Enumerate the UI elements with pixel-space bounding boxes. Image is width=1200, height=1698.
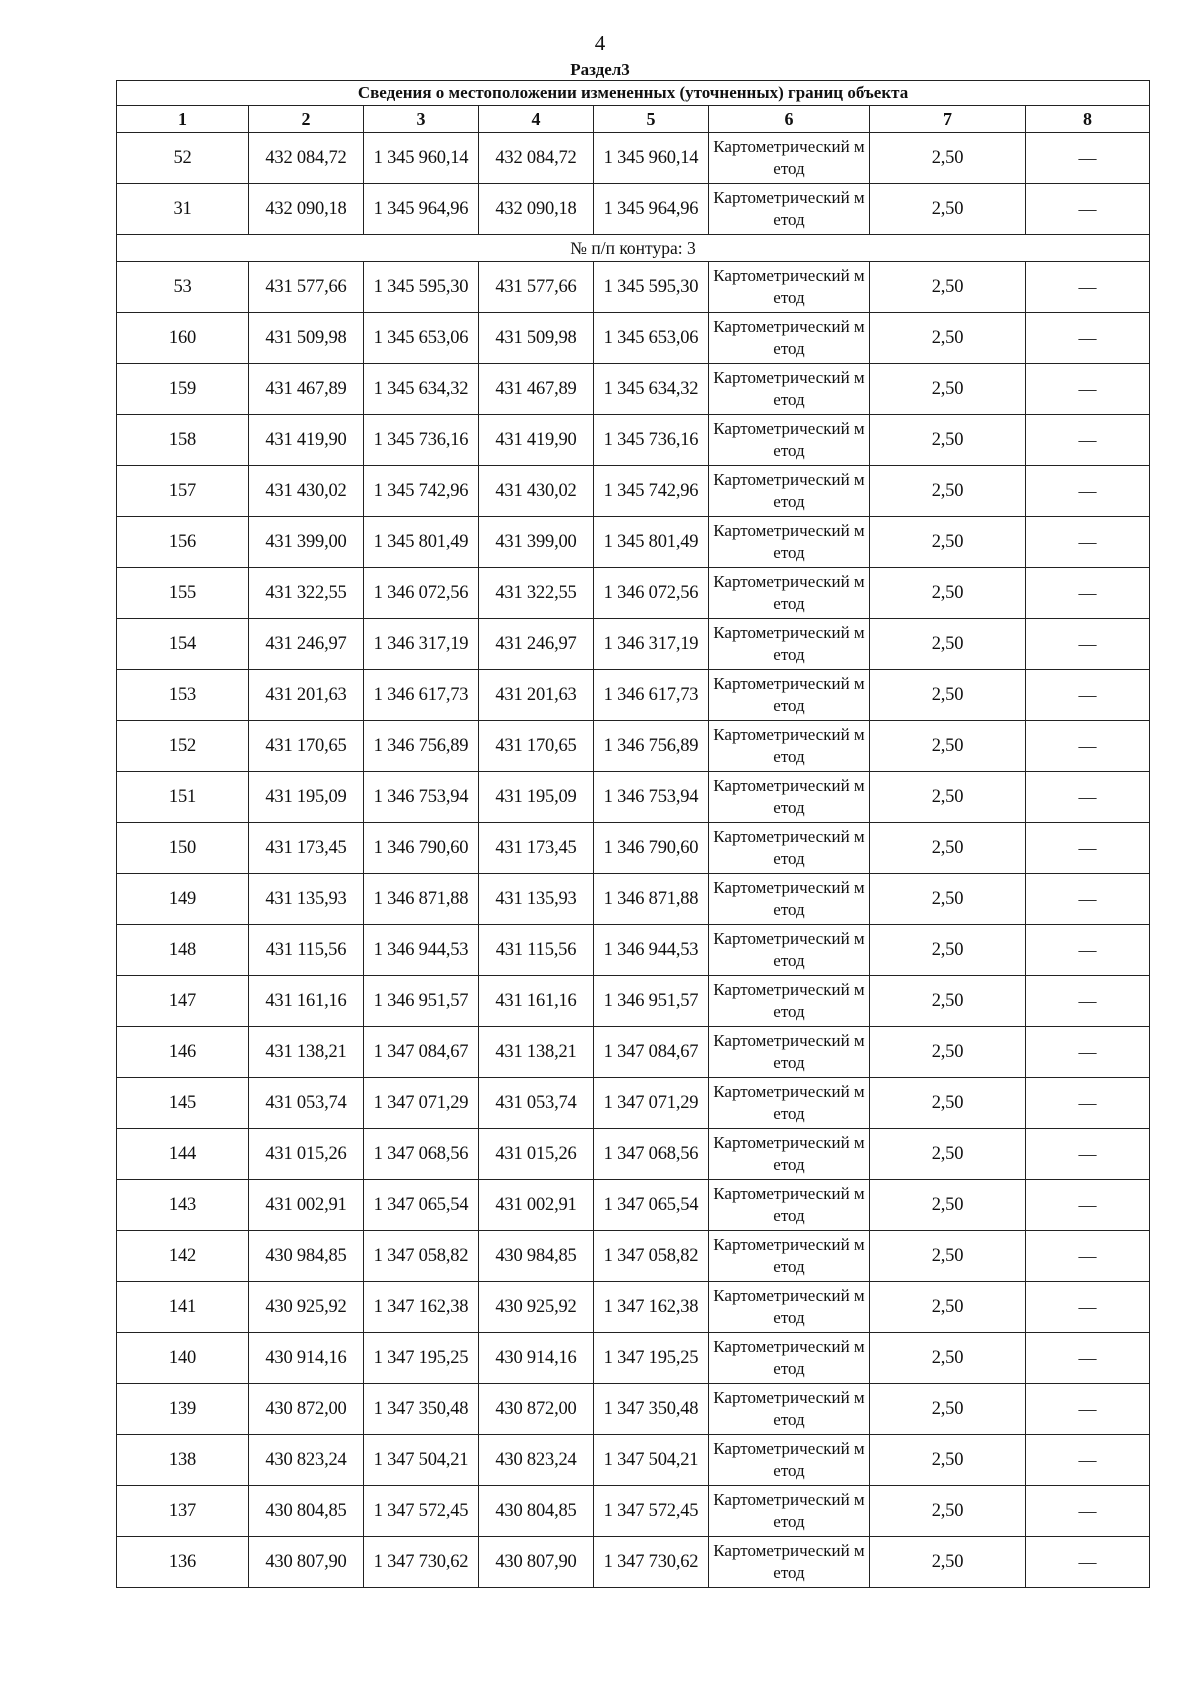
y-old-cell: 1 347 504,21: [364, 1435, 479, 1486]
accuracy-cell: 2,50: [870, 262, 1026, 313]
method-cell: Картометрический метод: [709, 466, 870, 517]
x-new-cell: 430 823,24: [479, 1435, 594, 1486]
point-number-cell: 31: [117, 184, 249, 235]
point-number-cell: 139: [117, 1384, 249, 1435]
x-old-cell: 431 115,56: [249, 925, 364, 976]
method-cell: Картометрический метод: [709, 619, 870, 670]
x-new-cell: 431 577,66: [479, 262, 594, 313]
x-old-cell: 432 090,18: [249, 184, 364, 235]
table-row: [117, 313, 1150, 364]
x-new-cell: 431 135,93: [479, 874, 594, 925]
accuracy-cell: 2,50: [870, 568, 1026, 619]
y-new-cell: 1 345 742,96: [594, 466, 709, 517]
method-cell: Картометрический метод: [709, 1282, 870, 1333]
y-new-cell: 1 347 065,54: [594, 1180, 709, 1231]
x-old-cell: 431 322,55: [249, 568, 364, 619]
method-cell: Картометрический метод: [709, 1078, 870, 1129]
point-number-cell: 153: [117, 670, 249, 721]
column-header-row: [117, 106, 1150, 133]
table-row: [117, 1282, 1150, 1333]
table-row: [117, 925, 1150, 976]
table-row: [117, 1129, 1150, 1180]
contour-row: [117, 235, 1150, 262]
method-cell: Картометрический метод: [709, 1231, 870, 1282]
method-cell: Картометрический метод: [709, 364, 870, 415]
y-old-cell: 1 346 871,88: [364, 874, 479, 925]
point-number-cell: 143: [117, 1180, 249, 1231]
x-new-cell: 431 509,98: [479, 313, 594, 364]
x-old-cell: 431 246,97: [249, 619, 364, 670]
table-row: [117, 466, 1150, 517]
column-header: 7: [870, 106, 1026, 133]
y-old-cell: 1 345 653,06: [364, 313, 479, 364]
x-new-cell: 431 115,56: [479, 925, 594, 976]
y-new-cell: 1 346 617,73: [594, 670, 709, 721]
table-row: [117, 1180, 1150, 1231]
point-number-cell: 145: [117, 1078, 249, 1129]
point-number-cell: 149: [117, 874, 249, 925]
description-cell: —: [1026, 1537, 1150, 1588]
x-old-cell: 431 002,91: [249, 1180, 364, 1231]
table-row: [117, 619, 1150, 670]
description-cell: —: [1026, 1078, 1150, 1129]
y-new-cell: 1 346 072,56: [594, 568, 709, 619]
description-cell: —: [1026, 364, 1150, 415]
method-cell: Картометрический метод: [709, 1537, 870, 1588]
description-cell: —: [1026, 1027, 1150, 1078]
point-number-cell: 157: [117, 466, 249, 517]
y-new-cell: 1 347 730,62: [594, 1537, 709, 1588]
method-cell: Картометрический метод: [709, 415, 870, 466]
y-new-cell: 1 345 964,96: [594, 184, 709, 235]
x-new-cell: 431 170,65: [479, 721, 594, 772]
x-new-cell: 431 161,16: [479, 976, 594, 1027]
x-old-cell: 431 161,16: [249, 976, 364, 1027]
method-cell: Картометрический метод: [709, 1486, 870, 1537]
y-old-cell: 1 347 350,48: [364, 1384, 479, 1435]
method-cell: Картометрический метод: [709, 262, 870, 313]
description-cell: —: [1026, 874, 1150, 925]
y-new-cell: 1 345 736,16: [594, 415, 709, 466]
point-number-cell: 136: [117, 1537, 249, 1588]
point-number-cell: 52: [117, 133, 249, 184]
column-header: 8: [1026, 106, 1150, 133]
accuracy-cell: 2,50: [870, 1435, 1026, 1486]
accuracy-cell: 2,50: [870, 721, 1026, 772]
x-old-cell: 432 084,72: [249, 133, 364, 184]
accuracy-cell: 2,50: [870, 1231, 1026, 1282]
y-new-cell: 1 346 756,89: [594, 721, 709, 772]
y-old-cell: 1 347 058,82: [364, 1231, 479, 1282]
x-old-cell: 430 925,92: [249, 1282, 364, 1333]
x-old-cell: 431 138,21: [249, 1027, 364, 1078]
y-old-cell: 1 346 317,19: [364, 619, 479, 670]
point-number-cell: 53: [117, 262, 249, 313]
y-new-cell: 1 347 068,56: [594, 1129, 709, 1180]
accuracy-cell: 2,50: [870, 313, 1026, 364]
y-old-cell: 1 345 964,96: [364, 184, 479, 235]
x-old-cell: 430 872,00: [249, 1384, 364, 1435]
method-cell: Картометрический метод: [709, 517, 870, 568]
x-old-cell: 430 914,16: [249, 1333, 364, 1384]
table-row: [117, 1486, 1150, 1537]
accuracy-cell: 2,50: [870, 1384, 1026, 1435]
column-header: 6: [709, 106, 870, 133]
y-new-cell: 1 347 572,45: [594, 1486, 709, 1537]
y-old-cell: 1 345 634,32: [364, 364, 479, 415]
point-number-cell: 156: [117, 517, 249, 568]
accuracy-cell: 2,50: [870, 1129, 1026, 1180]
y-new-cell: 1 347 350,48: [594, 1384, 709, 1435]
point-number-cell: 152: [117, 721, 249, 772]
point-number-cell: 159: [117, 364, 249, 415]
method-cell: Картометрический метод: [709, 823, 870, 874]
point-number-cell: 147: [117, 976, 249, 1027]
x-old-cell: 431 195,09: [249, 772, 364, 823]
description-cell: —: [1026, 184, 1150, 235]
accuracy-cell: 2,50: [870, 1027, 1026, 1078]
y-new-cell: 1 346 317,19: [594, 619, 709, 670]
table-row: [117, 1333, 1150, 1384]
x-old-cell: 431 170,65: [249, 721, 364, 772]
y-old-cell: 1 345 801,49: [364, 517, 479, 568]
method-cell: Картометрический метод: [709, 721, 870, 772]
x-new-cell: 431 419,90: [479, 415, 594, 466]
y-old-cell: 1 345 960,14: [364, 133, 479, 184]
coordinates-table: [116, 80, 1150, 1588]
accuracy-cell: 2,50: [870, 364, 1026, 415]
description-cell: —: [1026, 619, 1150, 670]
description-cell: —: [1026, 1231, 1150, 1282]
y-old-cell: 1 347 068,56: [364, 1129, 479, 1180]
accuracy-cell: 2,50: [870, 1078, 1026, 1129]
x-new-cell: 431 138,21: [479, 1027, 594, 1078]
y-new-cell: 1 347 071,29: [594, 1078, 709, 1129]
description-cell: —: [1026, 262, 1150, 313]
accuracy-cell: 2,50: [870, 823, 1026, 874]
description-cell: —: [1026, 133, 1150, 184]
x-old-cell: 431 015,26: [249, 1129, 364, 1180]
x-new-cell: 430 984,85: [479, 1231, 594, 1282]
x-old-cell: 430 807,90: [249, 1537, 364, 1588]
y-old-cell: 1 345 595,30: [364, 262, 479, 313]
y-new-cell: 1 346 944,53: [594, 925, 709, 976]
point-number-cell: 140: [117, 1333, 249, 1384]
description-cell: —: [1026, 925, 1150, 976]
y-old-cell: 1 346 951,57: [364, 976, 479, 1027]
table-caption: Сведения о местоположении измененных (уточненных) границ объекта: [117, 81, 1150, 106]
description-cell: —: [1026, 1486, 1150, 1537]
y-new-cell: 1 345 801,49: [594, 517, 709, 568]
method-cell: Картометрический метод: [709, 670, 870, 721]
x-new-cell: 430 925,92: [479, 1282, 594, 1333]
point-number-cell: 146: [117, 1027, 249, 1078]
x-new-cell: 430 807,90: [479, 1537, 594, 1588]
y-new-cell: 1 345 653,06: [594, 313, 709, 364]
table-row: [117, 721, 1150, 772]
description-cell: —: [1026, 772, 1150, 823]
accuracy-cell: 2,50: [870, 1333, 1026, 1384]
method-cell: Картометрический метод: [709, 184, 870, 235]
contour-label: № п/п контура: 3: [117, 235, 1150, 262]
table-row: [117, 670, 1150, 721]
y-old-cell: 1 346 617,73: [364, 670, 479, 721]
y-old-cell: 1 346 944,53: [364, 925, 479, 976]
point-number-cell: 142: [117, 1231, 249, 1282]
point-number-cell: 155: [117, 568, 249, 619]
description-cell: —: [1026, 313, 1150, 364]
method-cell: Картометрический метод: [709, 1333, 870, 1384]
y-new-cell: 1 347 084,67: [594, 1027, 709, 1078]
y-new-cell: 1 347 162,38: [594, 1282, 709, 1333]
description-cell: —: [1026, 670, 1150, 721]
description-cell: —: [1026, 1435, 1150, 1486]
x-old-cell: 431 399,00: [249, 517, 364, 568]
method-cell: Картометрический метод: [709, 1384, 870, 1435]
table-row: [117, 1537, 1150, 1588]
x-new-cell: 431 195,09: [479, 772, 594, 823]
point-number-cell: 148: [117, 925, 249, 976]
description-cell: —: [1026, 976, 1150, 1027]
accuracy-cell: 2,50: [870, 517, 1026, 568]
method-cell: Картометрический метод: [709, 313, 870, 364]
accuracy-cell: 2,50: [870, 925, 1026, 976]
x-new-cell: 430 804,85: [479, 1486, 594, 1537]
method-cell: Картометрический метод: [709, 1129, 870, 1180]
x-old-cell: 431 419,90: [249, 415, 364, 466]
description-cell: —: [1026, 1129, 1150, 1180]
x-new-cell: 431 430,02: [479, 466, 594, 517]
x-old-cell: 431 201,63: [249, 670, 364, 721]
x-old-cell: 431 577,66: [249, 262, 364, 313]
table-row: [117, 1078, 1150, 1129]
y-old-cell: 1 347 195,25: [364, 1333, 479, 1384]
table-row: [117, 976, 1150, 1027]
x-old-cell: 430 984,85: [249, 1231, 364, 1282]
method-cell: Картометрический метод: [709, 772, 870, 823]
y-old-cell: 1 347 572,45: [364, 1486, 479, 1537]
x-new-cell: 431 399,00: [479, 517, 594, 568]
table-row: [117, 1384, 1150, 1435]
accuracy-cell: 2,50: [870, 1282, 1026, 1333]
point-number-cell: 150: [117, 823, 249, 874]
accuracy-cell: 2,50: [870, 1486, 1026, 1537]
description-cell: —: [1026, 1180, 1150, 1231]
accuracy-cell: 2,50: [870, 772, 1026, 823]
accuracy-cell: 2,50: [870, 415, 1026, 466]
x-new-cell: 431 173,45: [479, 823, 594, 874]
y-new-cell: 1 345 595,30: [594, 262, 709, 313]
method-cell: Картометрический метод: [709, 925, 870, 976]
y-old-cell: 1 347 162,38: [364, 1282, 479, 1333]
y-old-cell: 1 346 790,60: [364, 823, 479, 874]
y-new-cell: 1 345 960,14: [594, 133, 709, 184]
accuracy-cell: 2,50: [870, 466, 1026, 517]
accuracy-cell: 2,50: [870, 184, 1026, 235]
y-old-cell: 1 346 756,89: [364, 721, 479, 772]
table-row: [117, 517, 1150, 568]
section-title: Раздел3: [570, 60, 630, 79]
x-old-cell: 431 467,89: [249, 364, 364, 415]
x-old-cell: 431 135,93: [249, 874, 364, 925]
table-row: [117, 568, 1150, 619]
x-old-cell: 430 804,85: [249, 1486, 364, 1537]
table-row: [117, 823, 1150, 874]
x-new-cell: 431 246,97: [479, 619, 594, 670]
y-old-cell: 1 345 742,96: [364, 466, 479, 517]
table-row: [117, 133, 1150, 184]
accuracy-cell: 2,50: [870, 670, 1026, 721]
x-new-cell: 431 015,26: [479, 1129, 594, 1180]
x-old-cell: 431 430,02: [249, 466, 364, 517]
description-cell: —: [1026, 517, 1150, 568]
y-new-cell: 1 345 634,32: [594, 364, 709, 415]
x-old-cell: 431 053,74: [249, 1078, 364, 1129]
x-new-cell: 431 002,91: [479, 1180, 594, 1231]
column-header: 5: [594, 106, 709, 133]
x-old-cell: 431 509,98: [249, 313, 364, 364]
y-old-cell: 1 345 736,16: [364, 415, 479, 466]
point-number-cell: 138: [117, 1435, 249, 1486]
table-row: [117, 1435, 1150, 1486]
table-row: [117, 874, 1150, 925]
accuracy-cell: 2,50: [870, 874, 1026, 925]
point-number-cell: 158: [117, 415, 249, 466]
description-cell: —: [1026, 1384, 1150, 1435]
y-new-cell: 1 346 790,60: [594, 823, 709, 874]
accuracy-cell: 2,50: [870, 133, 1026, 184]
y-old-cell: 1 346 753,94: [364, 772, 479, 823]
y-new-cell: 1 346 753,94: [594, 772, 709, 823]
x-new-cell: 432 090,18: [479, 184, 594, 235]
method-cell: Картометрический метод: [709, 976, 870, 1027]
y-old-cell: 1 347 071,29: [364, 1078, 479, 1129]
table-caption-row: [117, 81, 1150, 106]
y-old-cell: 1 347 084,67: [364, 1027, 479, 1078]
method-cell: Картометрический метод: [709, 1180, 870, 1231]
method-cell: Картометрический метод: [709, 1027, 870, 1078]
accuracy-cell: 2,50: [870, 1180, 1026, 1231]
accuracy-cell: 2,50: [870, 976, 1026, 1027]
point-number-cell: 154: [117, 619, 249, 670]
description-cell: —: [1026, 823, 1150, 874]
description-cell: —: [1026, 1333, 1150, 1384]
y-new-cell: 1 347 504,21: [594, 1435, 709, 1486]
point-number-cell: 137: [117, 1486, 249, 1537]
table-row: [117, 262, 1150, 313]
y-old-cell: 1 346 072,56: [364, 568, 479, 619]
table-row: [117, 1027, 1150, 1078]
column-header: 4: [479, 106, 594, 133]
table-body: [117, 133, 1150, 1588]
description-cell: —: [1026, 721, 1150, 772]
y-new-cell: 1 347 058,82: [594, 1231, 709, 1282]
method-cell: Картометрический метод: [709, 133, 870, 184]
y-old-cell: 1 347 730,62: [364, 1537, 479, 1588]
x-new-cell: 430 914,16: [479, 1333, 594, 1384]
point-number-cell: 141: [117, 1282, 249, 1333]
description-cell: —: [1026, 466, 1150, 517]
page-number: 4: [594, 31, 606, 55]
y-old-cell: 1 347 065,54: [364, 1180, 479, 1231]
column-header: 1: [117, 106, 249, 133]
x-new-cell: 431 201,63: [479, 670, 594, 721]
x-new-cell: 432 084,72: [479, 133, 594, 184]
table-row: [117, 364, 1150, 415]
column-header: 2: [249, 106, 364, 133]
table-row: [117, 184, 1150, 235]
table-row: [117, 1231, 1150, 1282]
point-number-cell: 160: [117, 313, 249, 364]
point-number-cell: 144: [117, 1129, 249, 1180]
x-new-cell: 431 467,89: [479, 364, 594, 415]
accuracy-cell: 2,50: [870, 1537, 1026, 1588]
column-header: 3: [364, 106, 479, 133]
x-new-cell: 430 872,00: [479, 1384, 594, 1435]
accuracy-cell: 2,50: [870, 619, 1026, 670]
description-cell: —: [1026, 415, 1150, 466]
x-new-cell: 431 322,55: [479, 568, 594, 619]
x-old-cell: 431 173,45: [249, 823, 364, 874]
y-new-cell: 1 346 871,88: [594, 874, 709, 925]
table-row: [117, 772, 1150, 823]
method-cell: Картометрический метод: [709, 874, 870, 925]
description-cell: —: [1026, 1282, 1150, 1333]
y-new-cell: 1 346 951,57: [594, 976, 709, 1027]
x-old-cell: 430 823,24: [249, 1435, 364, 1486]
table-row: [117, 415, 1150, 466]
method-cell: Картометрический метод: [709, 1435, 870, 1486]
description-cell: —: [1026, 568, 1150, 619]
point-number-cell: 151: [117, 772, 249, 823]
method-cell: Картометрический метод: [709, 568, 870, 619]
y-new-cell: 1 347 195,25: [594, 1333, 709, 1384]
x-new-cell: 431 053,74: [479, 1078, 594, 1129]
